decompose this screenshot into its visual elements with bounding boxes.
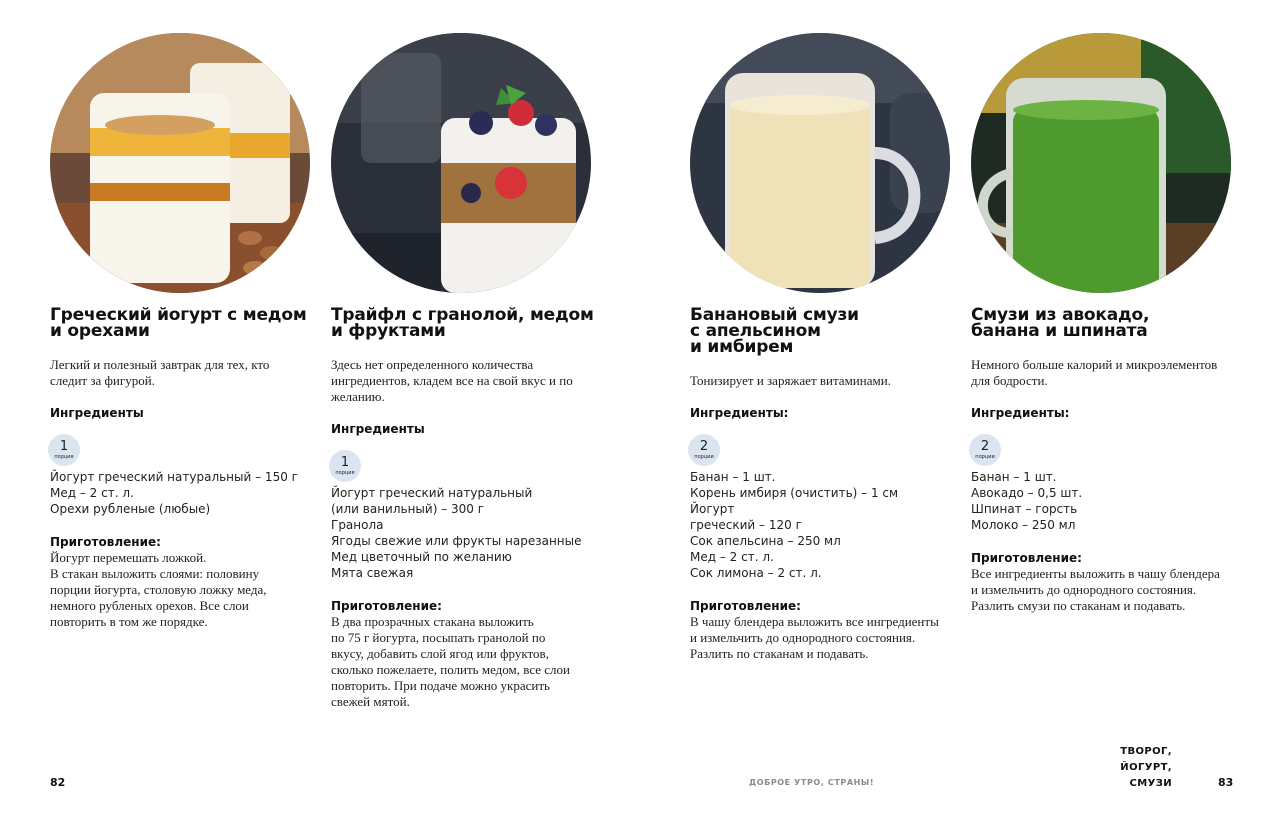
page-number-right: 83 bbox=[1218, 776, 1234, 789]
ingredient-item: Мед – 2 ст. л. bbox=[690, 550, 774, 564]
ingredient-item: Молоко – 250 мл bbox=[971, 518, 1076, 532]
ingredients-list bbox=[50, 469, 298, 517]
ingredient-item: Йогурт bbox=[690, 502, 735, 516]
prep-heading: Приготовление: bbox=[331, 599, 442, 613]
portion-count: 1 bbox=[59, 439, 69, 454]
ingredient-item: Ягоды свежие или фрукты нарезанные bbox=[331, 534, 582, 548]
ingredient-item: Гранола bbox=[331, 518, 384, 532]
portion-label: порция bbox=[54, 454, 74, 460]
prep-heading: Приготовление: bbox=[971, 551, 1082, 565]
recipe-photo-greek-yogurt bbox=[50, 33, 310, 293]
ingredient-item: Сок лимона – 2 ст. л. bbox=[690, 566, 822, 580]
ingredients-heading: Ингредиенты: bbox=[690, 406, 789, 420]
portion-badge bbox=[48, 434, 80, 466]
ingredient-item: Банан – 1 шт. bbox=[971, 470, 1057, 484]
ingredients-list bbox=[690, 469, 898, 581]
ingredient-item: Орехи рубленые (любые) bbox=[50, 502, 211, 516]
ingredients-heading: Ингредиенты bbox=[50, 406, 144, 420]
ingredients-heading: Ингредиенты bbox=[331, 422, 425, 436]
recipe-title: Греческий йогурт с медом и орехами bbox=[50, 305, 307, 341]
prep-heading: Приготовление: bbox=[50, 535, 161, 549]
recipe-title: Банановый смузи с апельсином и имбирем bbox=[690, 305, 859, 357]
recipe-title: Трайфл с гранолой, медом и фруктами bbox=[331, 305, 594, 341]
portion-badge bbox=[969, 434, 1001, 466]
recipe-intro: Немного больше калорий и микроэлементов для бодрости. bbox=[971, 357, 1218, 388]
portion-badge bbox=[688, 434, 720, 466]
ingredient-item: греческий – 120 г bbox=[690, 518, 802, 532]
ingredient-item: Йогурт греческий натуральный – 150 г bbox=[50, 470, 298, 484]
portion-label: порции bbox=[694, 454, 714, 460]
recipe-intro: Тонизирует и заряжает витаминами. bbox=[690, 373, 891, 388]
ingredient-item: Банан – 1 шт. bbox=[690, 470, 776, 484]
recipe-photo-avocado-smoothie bbox=[971, 33, 1231, 293]
recipe-photo-banana-smoothie bbox=[690, 33, 950, 293]
ingredient-item: Мята свежая bbox=[331, 566, 414, 580]
ingredient-item: Сок апельсина – 250 мл bbox=[690, 534, 841, 548]
running-title: ДОБРОЕ УТРО, СТРАНЫ! bbox=[749, 778, 875, 787]
prep-text: В два прозрачных стакана выложить по 75 г йогурта, посыпать гранолой по вкусу, добавить слой ягод или фруктов, сколько пожелаете, полить медом, все слои повторить. При подаче можно украсить свежей мятой. bbox=[331, 614, 571, 709]
prep-heading: Приготовление: bbox=[690, 599, 801, 613]
portion-count: 2 bbox=[980, 439, 990, 454]
portion-label: порция bbox=[335, 470, 355, 476]
ingredients-list bbox=[331, 485, 582, 581]
prep-text: Все ингредиенты выложить в чашу блендера и измельчить до однородного состояния. Разлить смузи по стаканам и подавать. bbox=[971, 566, 1220, 613]
prep-text: В чашу блендера выложить все ингредиенты и измельчить до однородного состояния. Разлить по стаканам и подавать. bbox=[690, 614, 939, 661]
page-number-left: 82 bbox=[50, 776, 66, 789]
ingredient-item: Мед – 2 ст. л. bbox=[50, 486, 134, 500]
prep-text: Йогурт перемешать ложкой. В стакан выложить слоями: половину порции йогурта, столовую ложку меда, немного рубленых орехов. Все слои повторить в том же порядке. bbox=[50, 550, 267, 629]
portion-badge bbox=[329, 450, 361, 482]
recipe-intro: Здесь нет определенного количества ингредиентов, кладем все на свой вкус и по желанию. bbox=[331, 357, 573, 404]
ingredient-item: Йогурт греческий натуральный bbox=[331, 486, 533, 500]
chapter-title: ТВОРОГ, ЙОГУРТ, СМУЗИ bbox=[1120, 746, 1172, 789]
recipe-intro: Легкий и полезный завтрак для тех, кто следит за фигурой. bbox=[50, 357, 270, 388]
recipe-photo-trifle bbox=[331, 33, 591, 293]
portion-count: 1 bbox=[340, 455, 350, 470]
portion-count: 2 bbox=[699, 439, 709, 454]
ingredient-item: Шпинат – горсть bbox=[971, 502, 1078, 516]
recipe-title: Смузи из авокадо, банана и шпината bbox=[971, 305, 1150, 341]
ingredient-item: Мед цветочный по желанию bbox=[331, 550, 512, 564]
ingredients-heading: Ингредиенты: bbox=[971, 406, 1070, 420]
ingredient-item: (или ванильный) – 300 г bbox=[331, 502, 485, 516]
ingredient-item: Авокадо – 0,5 шт. bbox=[971, 486, 1083, 500]
ingredient-item: Корень имбиря (очистить) – 1 см bbox=[690, 486, 899, 500]
portion-label: порции bbox=[975, 454, 995, 460]
ingredients-list bbox=[971, 469, 1082, 533]
